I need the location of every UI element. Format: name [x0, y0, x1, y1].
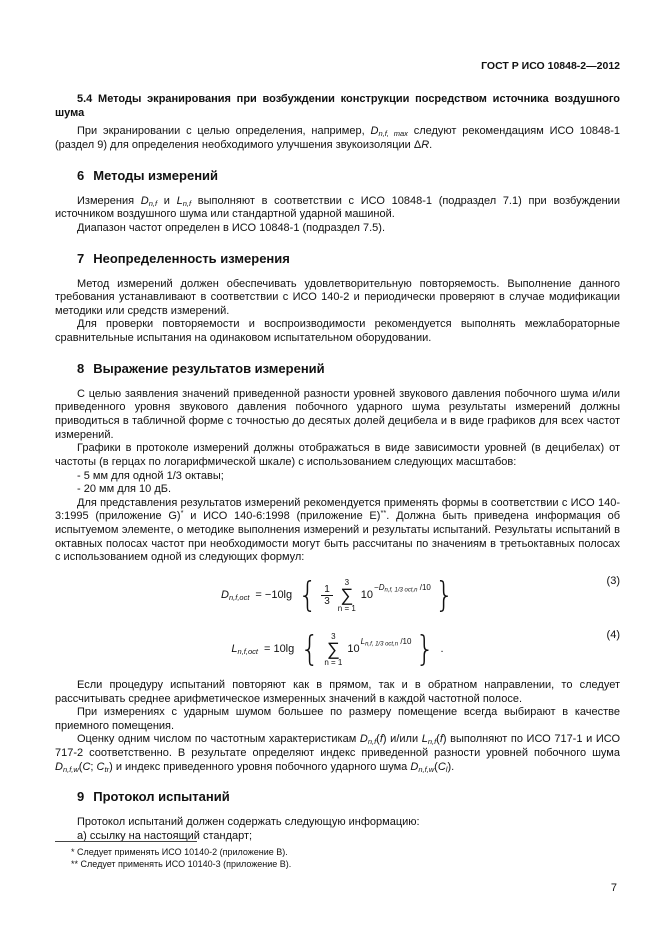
power-term: 10 $-D_{n,f, 1/3 oct,n}$ /10 [360, 583, 431, 602]
fraction: $\frac{1}{3}$ [321, 584, 333, 608]
footnote-2: ** Следует применять ИСО 10140-3 (приложение B). [71, 858, 292, 869]
section-number: 6 [77, 167, 85, 183]
formula-operator: = −10lg [255, 589, 293, 602]
brace-close: } [434, 575, 454, 616]
section-9-heading [55, 789, 620, 805]
sigma-symbol: ∑ [340, 585, 354, 606]
equation-number: (3) [606, 574, 620, 587]
section-8-paragraph-5: При измерениях с ударным шумом большее по размеру помещение всегда выбирают в качестве приемного помещения. [55, 706, 620, 732]
brace-close: } [415, 629, 435, 670]
section-5-4-paragraph: При экранировании с целью определения, например, $D_{n,f, max}$ следуют рекомендациям ИСО 10848-1 (раздел 9) для определения необходимого улучшения звукоизоляции ΔR. [55, 125, 620, 151]
footnote-divider [55, 841, 197, 842]
section-title: Методы измерений [93, 167, 219, 183]
section-8-paragraph-2: Графики в протоколе измерений должны отображаться в виде зависимости уровней (в децибелах) от частоты (в герцах по логарифмической шкале) с использованием следующих масштабов: [55, 442, 620, 468]
section-9-paragraph-1: Протокол испытаний должен содержать следующую информацию: [77, 816, 420, 829]
section-6-heading [55, 168, 620, 184]
brace-open: { [298, 575, 318, 616]
formula-3 [55, 573, 620, 619]
section-5-4-heading: 5.4 Методы экранирования при возбуждении конструкции посредством источника воздушного шума [55, 93, 620, 119]
section-7-paragraph-1: Метод измерений должен обеспечивать удовлетворительную повторяемость. Выполнение данного требования устанавливают в соответствии с ИСО 140-2 и периодически проверяют в случае модификации методики или средств измерений. [55, 277, 620, 317]
equation-body [221, 575, 454, 616]
section-number: 8 [77, 360, 85, 376]
formula-lhs: $D_{n,f,oct}$ [221, 589, 250, 603]
equation-period: . [440, 643, 444, 656]
power-term: 10 $L_{n,f, 1/3 oct,n}$ /10 [347, 637, 412, 656]
list-item: а) ссылку на настоящий стандарт; [77, 830, 253, 843]
sigma-symbol: ∑ [326, 639, 340, 660]
section-8-heading [55, 361, 620, 377]
summation: 3 ∑ n = 1 [324, 632, 343, 667]
section-6-paragraph-1: Измерения $D_{n,f}$ и $L_{n,f}$ выполняют в соответствии с ИСО 10848-1 (подраздел 7.1) при возбуждении источником воздушного шума или стандартной ударной машиной. [55, 194, 620, 221]
section-number: 9 [77, 789, 85, 805]
section-title: Протокол испытаний [93, 789, 230, 805]
list-item: - 20 мм для 10 дБ. [77, 483, 172, 496]
section-8-paragraph-4: Если процедуру испытаний повторяют как в прямом, так и в обратном направлении, то следует рассчитывать среднее арифметическое измеренных значений в каждой частотной полосе. [55, 678, 620, 705]
equation-number: (4) [606, 628, 620, 641]
brace-open: { [300, 629, 320, 670]
section-title: Неопределенность измерения [93, 250, 290, 266]
section-8-paragraph-1: С целью заявления значений приведенной разности уровней звукового давления побочного шума и/или приведенного уровня звукового давления побочного ударного шума результаты измерений должны приводиться в табличной форме с точностью до десятых долей децибела и в виде графиков для всех частот измерений. [55, 387, 620, 441]
section-7-paragraph-2: Для проверки повторяемости и воспроизводимости рекомендуется выполнять межлабораторные сравнительные испытания на одинаковом испытательном оборудовании. [55, 318, 620, 345]
document-id: ГОСТ Р ИСО 10848-2—2012 [481, 60, 620, 72]
section-8-paragraph-3: Для представления результатов измерений рекомендуется применять формы в соответствии с ИСО 140-3:1995 (приложение G)* и ИСО 140-6:1998 (приложение E)**. Должна быть приведена информация об испытуемом элементе, о методике выполнения измерений и результаты испытаний. Результаты испытаний в октавных полосах частот при необходимости могут быть рассчитаны по значениям в третьоктавных полосах с использованием одной из следующих формул: [55, 496, 620, 564]
formula-4 [55, 627, 620, 673]
formula-operator: = 10lg [263, 643, 295, 656]
section-7-heading [55, 251, 620, 267]
summation: 3 ∑ n = 1 [337, 578, 356, 613]
section-title: Выражение результатов измерений [93, 360, 325, 376]
equation-body [231, 629, 444, 670]
section-number: 7 [77, 250, 85, 266]
section-8-paragraph-6: Оценку одним числом по частотным характеристикам $D_{n,f}(f)$ и/или $L_{n,f}(f)$ выполняют по ИСО 717-1 и ИСО 717-2 соответственно. В результате определяют индекс приведенной разности уровней побочного шума $D_{n,f,w}(C$; $C_{tr}$) и индекс приведенного уровня побочного ударного шума $D_{n,f,w}(C_l)$. [55, 733, 620, 774]
formula-lhs: $L_{n,f,oct}$ [231, 643, 258, 657]
list-item: - 5 мм для одной 1/3 октавы; [77, 469, 224, 482]
page-number: 7 [610, 882, 617, 895]
footnote-1: * Следует применять ИСО 10140-2 (приложение B). [71, 846, 288, 857]
section-6-paragraph-2: Диапазон частот определен в ИСО 10848-1 (подраздел 7.5). [77, 221, 385, 234]
footnotes [55, 841, 620, 870]
